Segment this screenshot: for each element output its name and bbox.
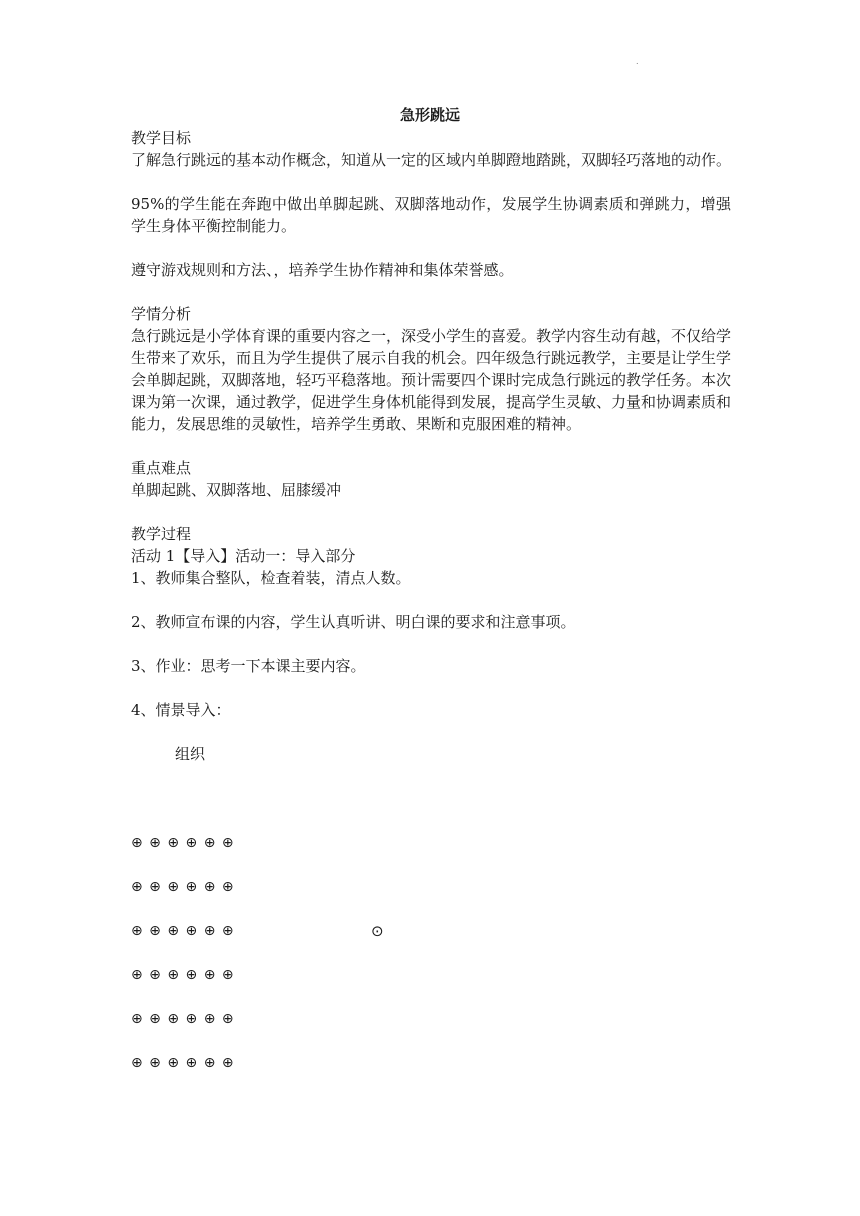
analysis-heading: 学情分析 (131, 305, 192, 323)
formation-row (131, 1052, 731, 1096)
document-body (131, 127, 731, 765)
teacher-position-icon: ⊙ (371, 922, 385, 940)
step-1: 1、教师集合整队，检查着装，清点人数。 (131, 569, 411, 587)
formation-row (131, 920, 731, 964)
student-symbols: ⊕ ⊕ ⊕ ⊕ ⊕ ⊕ (131, 1055, 235, 1071)
student-symbols: ⊕ ⊕ ⊕ ⊕ ⊕ ⊕ (131, 923, 235, 939)
spacer (131, 281, 731, 303)
formation-diagram (131, 832, 731, 1096)
key-points-paragraph: 单脚起跳、双脚落地、屈膝缓冲 (131, 481, 342, 499)
goals-heading: 教学目标 (131, 129, 192, 147)
student-symbols: ⊕ ⊕ ⊕ ⊕ ⊕ ⊕ (131, 1011, 235, 1027)
step-2: 2、教师宣布课的内容，学生认真听讲、明白课的要求和注意事项。 (131, 613, 576, 631)
spacer (131, 237, 731, 259)
formation-row (131, 876, 731, 920)
step-3: 3、作业：思考一下本课主要内容。 (131, 657, 366, 675)
student-symbols: ⊕ ⊕ ⊕ ⊕ ⊕ ⊕ (131, 835, 235, 851)
goals-paragraph-2: 95%的学生能在奔跑中做出单脚起跳、双脚落地动作，发展学生协调素质和弹跳力，增强学生身体平衡控制能力。 (131, 195, 731, 235)
spacer (131, 589, 731, 611)
spacer (131, 677, 731, 699)
analysis-paragraph: 急行跳远是小学体育课的重要内容之一，深受小学生的喜爱。教学内容生动有越，不仅给学生带来了欢乐，而且为学生提供了展示自我的机会。四年级急行跳远教学，主要是让学生学会单脚起跳，双脚落地，轻巧平稳落地。预计需要四个课时完成急行跳远的教学任务。本次课为第一次课，通过教学，促进学生身体机能得到发展，提高学生灵敏、力量和协调素质和能力，发展思维的灵敏性，培养学生勇敢、果断和克服困难的精神。 (131, 327, 732, 433)
activity-line: 活动 1【导入】活动一：导入部分 (131, 547, 356, 565)
step-4: 4、情景导入： (131, 701, 231, 719)
spacer (131, 721, 731, 743)
formation-row (131, 832, 731, 876)
spacer (131, 171, 731, 193)
student-symbols: ⊕ ⊕ ⊕ ⊕ ⊕ ⊕ (131, 879, 235, 895)
goals-paragraph-1: 了解急行跳远的基本动作概念，知道从一定的区域内单脚蹬地踏跳，双脚轻巧落地的动作。 (131, 151, 732, 169)
spacer (131, 633, 731, 655)
corner-dot-mark: . (636, 57, 639, 66)
page-title: 急形跳远 (399, 106, 460, 124)
organization-label: 组织 (175, 745, 206, 763)
goals-paragraph-3: 遵守游戏规则和方法、，培养学生协作精神和集体荣誉感。 (131, 261, 514, 279)
student-symbols: ⊕ ⊕ ⊕ ⊕ ⊕ ⊕ (131, 967, 235, 983)
process-heading: 教学过程 (131, 525, 192, 543)
spacer (131, 435, 731, 457)
formation-row (131, 1008, 731, 1052)
formation-row (131, 964, 731, 1008)
spacer (131, 501, 731, 523)
key-points-heading: 重点难点 (131, 459, 192, 477)
